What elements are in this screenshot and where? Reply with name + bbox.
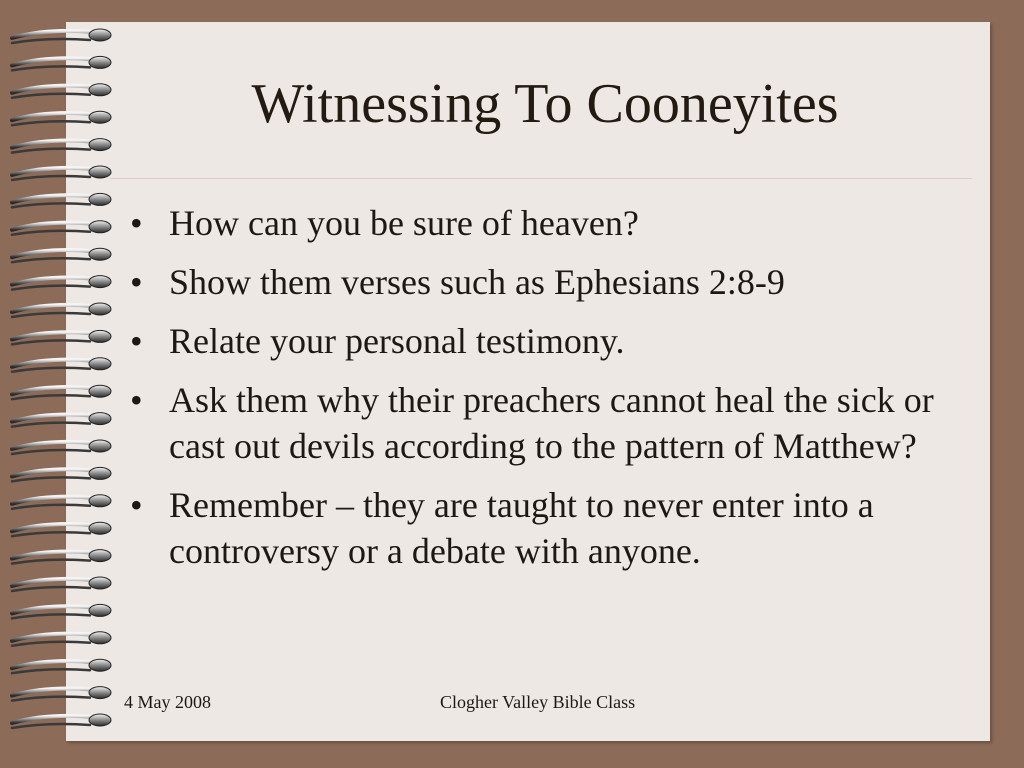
spiral-ring [12,58,92,65]
spiral-hole [89,659,111,671]
spiral-ring-shadow [12,532,90,536]
spiral-ring-shadow [12,477,90,481]
spiral-ring [12,387,92,394]
spiral-ring-shadow [12,450,90,454]
spiral-hole [89,303,111,315]
spiral-hole [89,440,111,452]
spiral-ring [12,168,92,175]
spiral-ring-shadow [12,313,90,317]
spiral-hole [89,632,111,644]
spiral-hole [89,166,111,178]
bullet-item [130,318,970,364]
spiral-ring-shadow [12,176,90,180]
spiral-ring [12,716,92,723]
spiral-ring [12,551,92,558]
spiral-ring-shadow [12,121,90,125]
spiral-ring [12,497,92,504]
spiral-hole [89,29,111,41]
spiral-hole [89,714,111,726]
spiral-binding-icon [8,20,118,750]
spiral-ring-shadow [12,258,90,262]
spiral-hole [89,84,111,96]
bullet-text: Relate your personal testimony. [169,321,625,361]
spiral-ring-shadow [12,66,90,70]
spiral-hole [89,139,111,151]
slide-title: Witnessing To Cooneyites [251,73,839,135]
spiral-hole [89,577,111,589]
spiral-ring-shadow [12,587,90,591]
spiral-ring [12,634,92,641]
spiral-ring-shadow [12,149,90,153]
title-divider [110,178,972,179]
spiral-ring [12,332,92,339]
spiral-ring [12,31,92,38]
spiral-ring [12,414,92,421]
spiral-ring-shadow [12,203,90,207]
spiral-ring [12,277,92,284]
spiral-hole [89,56,111,68]
bullet-item [130,200,970,246]
spiral-ring [12,223,92,230]
spiral-ring [12,606,92,613]
footer-organization: Clogher Valley Bible Class [440,692,636,712]
spiral-ring-shadow [12,395,90,399]
spiral-ring [12,469,92,476]
bullet-text: Ask them why their preachers cannot heal the sick or cast out devils according to the pattern of Matthew? [169,380,934,466]
spiral-hole [89,358,111,370]
spiral-ring [12,250,92,257]
spiral-hole [89,687,111,699]
spiral-ring-shadow [12,231,90,235]
spiral-ring-shadow [12,94,90,98]
spiral-ring-shadow [12,669,90,673]
spiral-hole [89,413,111,425]
spiral-ring-shadow [12,697,90,701]
spiral-ring [12,140,92,147]
spiral-ring-shadow [12,39,90,43]
bullet-text: Remember – they are taught to never enter into a controversy or a debate with anyone. [169,485,874,571]
footer-date: 4 May 2008 [124,692,211,712]
spiral-hole [89,550,111,562]
bullet-item [130,259,970,305]
spiral-ring-shadow [12,614,90,618]
bullet-text: Show them verses such as Ephesians 2:8-9 [169,262,785,302]
spiral-hole [89,330,111,342]
spiral-ring-shadow [12,368,90,372]
spiral-ring [12,360,92,367]
spiral-hole [89,522,111,534]
spiral-hole [89,276,111,288]
bullet-item [130,482,970,574]
spiral-ring-shadow [12,560,90,564]
spiral-ring [12,113,92,120]
spiral-ring [12,442,92,449]
spiral-hole [89,385,111,397]
spiral-ring [12,86,92,93]
spiral-hole [89,193,111,205]
spiral-hole [89,111,111,123]
spiral-ring [12,305,92,312]
spiral-ring [12,195,92,202]
spiral-hole [89,467,111,479]
bullet-icon: • [130,485,143,525]
bullet-icon: • [130,203,143,243]
spiral-hole [89,495,111,507]
spiral-hole [89,221,111,233]
spiral-ring-shadow [12,724,90,728]
spiral-ring [12,524,92,531]
spiral-ring [12,661,92,668]
spiral-ring-shadow [12,286,90,290]
bullet-item [130,377,970,469]
spiral-hole [89,604,111,616]
bullet-icon: • [130,380,143,420]
bullet-text: How can you be sure of heaven? [169,203,639,243]
bullet-icon: • [130,321,143,361]
spiral-ring [12,688,92,695]
bullet-icon: • [130,262,143,302]
spiral-ring-shadow [12,423,90,427]
spiral-ring [12,579,92,586]
spiral-ring-shadow [12,642,90,646]
bullet-list [130,200,970,587]
spiral-ring-shadow [12,340,90,344]
spiral-hole [89,248,111,260]
spiral-ring-shadow [12,505,90,509]
